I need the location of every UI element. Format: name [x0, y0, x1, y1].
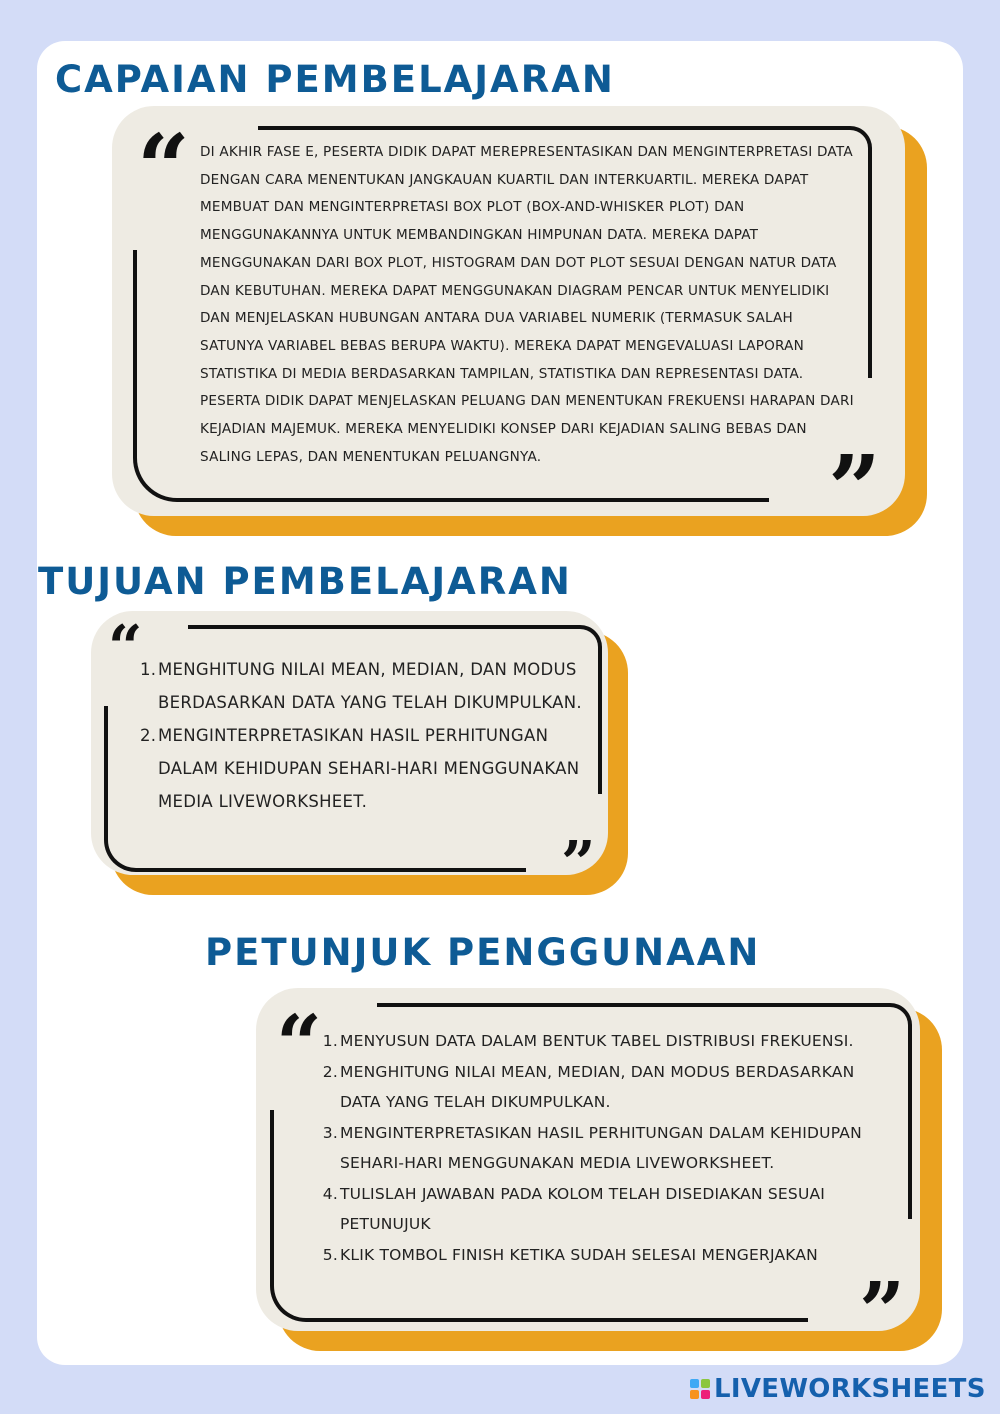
logo-square	[701, 1379, 710, 1388]
petunjuk-item	[322, 1026, 895, 1057]
tujuan-item-text: MENGINTERPRETASIKAN HASIL PERHITUNGAN DALAM KEHIDUPAN SEHARI-HARI MENGGUNAKAN MEDIA LIVEWORKSHEET.	[158, 726, 580, 811]
petunjuk-close-quote-icon: ”	[859, 1264, 906, 1358]
liveworksheets-logo-icon	[690, 1379, 710, 1399]
tujuan-item-text: MENGHITUNG NILAI MEAN, MEDIAN, DAN MODUS BERDASARKAN DATA YANG TELAH DIKUMPULKAN.	[158, 660, 582, 712]
petunjuk-item-text: KLIK TOMBOL FINISH KETIKA SUDAH SELESAI MENGERJAKAN	[340, 1245, 818, 1264]
logo-square	[690, 1390, 699, 1399]
liveworksheets-logo-text: LIVEWORKSHEETS	[714, 1374, 986, 1404]
tujuan-open-quote-icon: “	[108, 613, 143, 683]
liveworksheets-logo[interactable]	[690, 1374, 986, 1404]
petunjuk-item	[322, 1179, 895, 1240]
petunjuk-item-number: 4.	[322, 1184, 338, 1203]
petunjuk-item-number: 5.	[322, 1245, 338, 1264]
petunjuk-item-text: MENGHITUNG NILAI MEAN, MEDIAN, DAN MODUS BERDASARKAN DATA YANG TELAH DIKUMPULKAN.	[340, 1062, 855, 1111]
capaian-text: DI AKHIR FASE E, PESERTA DIDIK DAPAT MEREPRESENTASIKAN DAN MENGINTERPRETASI DATA DENGAN CARA MENENTUKAN JANGKAUAN KUARTIL DAN INTERKUARTIL. MEREKA DAPAT MEMBUAT DAN MENGINTERPRETASI BOX PLOT (BOX-AND-WHISKER PLOT) DAN MENGGUNAKANNYA UNTUK MEMBANDINGKAN HIMPUNAN DATA. MEREKA DAPAT MENGGUNAKAN DARI BOX PLOT, HISTOGRAM DAN DOT PLOT SESUAI DENGAN NATUR DATA DAN KEBUTUHAN. MEREKA DAPAT MENGGUNAKAN DIAGRAM PENCAR UNTUK MENYELIDIKI DAN MENJELASKAN HUBUNGAN ANTARA DUA VARIABEL NUMERIK (TERMASUK SALAH SATUNYA VARIABEL BEBAS BERUPA WAKTU). MEREKA DAPAT MENGEVALUASI LAPORAN STATISTIKA DI MEDIA BERDASARKAN TAMPILAN, STATISTIKA DAN REPRESENTASI DATA. PESERTA DIDIK DAPAT MENJELASKAN PELUANG DAN MENENTUKAN FREKUENSI HARAPAN DARI KEJADIAN MAJEMUK. MEREKA MENYELIDIKI KONSEP DARI KEJADIAN SALING BEBAS DAN SALING LEPAS, DAN MENENTUKAN PELUANGNYA.	[200, 144, 854, 465]
tujuan-heading: TUJUAN PEMBELAJARAN	[38, 560, 572, 603]
petunjuk-item-number: 2.	[322, 1062, 338, 1081]
petunjuk-item-number: 1.	[322, 1032, 338, 1050]
capaian-open-quote-icon: “	[137, 114, 190, 222]
petunjuk-item-text: MENGINTERPRETASIKAN HASIL PERHITUNGAN DALAM KEHIDUPAN SEHARI-HARI MENGGUNAKAN MEDIA LIVEWORKSHEET.	[340, 1123, 862, 1172]
petunjuk-item	[322, 1118, 895, 1179]
petunjuk-item	[322, 1057, 895, 1118]
capaian-close-quote-icon: ”	[828, 435, 881, 543]
petunjuk-item	[322, 1240, 895, 1271]
petunjuk-item-text: TULISLAH JAWABAN PADA KOLOM TELAH DISEDIAKAN SESUAI PETUNUJUK	[340, 1184, 826, 1233]
petunjuk-heading: PETUNJUK PENGGUNAAN	[205, 931, 761, 974]
tujuan-item	[140, 653, 603, 719]
petunjuk-open-quote-icon: “	[276, 997, 323, 1091]
petunjuk-item-text: MENYUSUN DATA DALAM BENTUK TABEL DISTRIBUSI FREKUENSI.	[340, 1032, 854, 1050]
capaian-heading: CAPAIAN PEMBELAJARAN	[55, 58, 615, 101]
tujuan-item-number: 2.	[140, 726, 157, 745]
petunjuk-item-number: 3.	[322, 1123, 338, 1142]
tujuan-item-number: 1.	[140, 660, 157, 679]
logo-square	[690, 1379, 699, 1388]
tujuan-item	[140, 719, 603, 818]
petunjuk-list	[322, 1026, 895, 1270]
logo-square	[701, 1390, 710, 1399]
tujuan-close-quote-icon: ”	[561, 829, 596, 899]
tujuan-list	[140, 653, 603, 818]
